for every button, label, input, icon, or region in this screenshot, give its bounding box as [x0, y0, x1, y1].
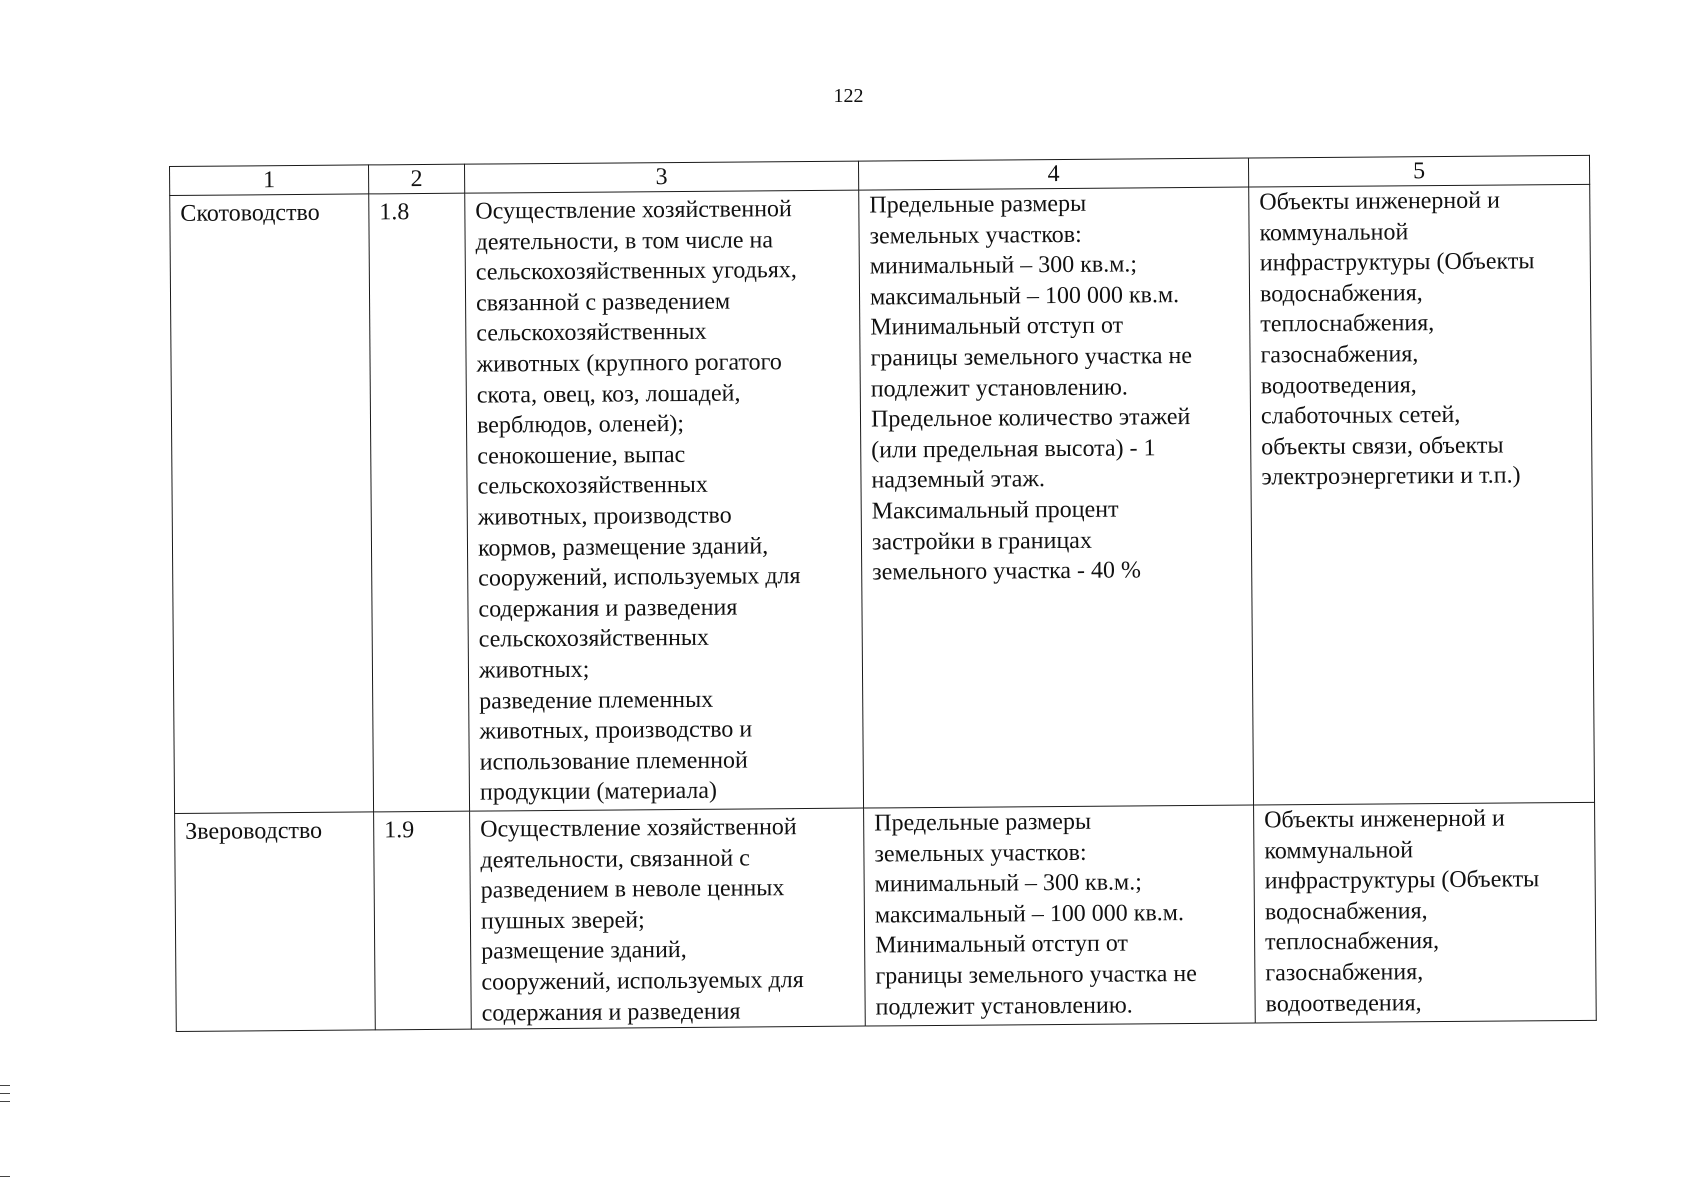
margin-mark — [0, 1101, 10, 1102]
header-cell-2: 2 — [368, 164, 464, 194]
use-code-cell: 1.9 — [374, 811, 472, 1030]
use-parameters-cell: Предельные размеры земельных участков: минимальный – 300 кв.м.; максимальный – 100 000 кв.м. Минимальный отступ от границы земельного участка не подлежит установлению. — [864, 805, 1256, 1026]
use-description-cell: Осуществление хозяйственной деятельности, связанной с разведением в неволе ценных пушных зверей; размещение зданий, сооружений, используемых для содержания и разведения — [470, 808, 866, 1029]
header-cell-3: 3 — [464, 161, 858, 193]
header-cell-4: 4 — [858, 158, 1248, 190]
margin-mark — [0, 1176, 10, 1177]
page-number: 122 — [833, 85, 864, 107]
header-cell-5: 5 — [1248, 155, 1589, 187]
use-description-cell: Осуществление хозяйственной деятельности, в том числе на сельскохозяйственных угодьях, связанной с разведением сельскохозяйственных животных (крупного рогатого скота, овец, коз, лошадей, верблюдов, оленей); сенокошение, выпас сельскохозяйственных животных, производство кормов, размещение зданий, сооружений, используемых для содержания и разведения сельскохозяйственных животных; разведение племенных животных, производство и использование племенной продукции (материала) — [465, 190, 864, 811]
use-objects-cell: Объекты инженерной и коммунальной инфраструктуры (Объекты водоснабжения, теплоснабжения, газоснабжения, водоотведения, слаботочных сетей, объекты связи, объекты электроэнергетики и т.п.) — [1249, 184, 1595, 805]
margin-mark — [0, 1093, 10, 1094]
use-objects-cell: Объекты инженерной и коммунальной инфраструктуры (Объекты водоснабжения, теплоснабжения, газоснабжения, водоотведения, — [1254, 802, 1597, 1023]
land-use-table — [169, 155, 1597, 1032]
margin-mark — [0, 1085, 10, 1086]
use-code-cell: 1.8 — [369, 193, 470, 812]
use-name-cell: Звероводство — [175, 812, 376, 1032]
use-parameters-cell: Предельные размеры земельных участков: минимальный – 300 кв.м.; максимальный – 100 000 кв.м. Минимальный отступ от границы земельного участка не подлежит установлению. Предельное количество этажей (или предельная высота) - 1 надземный этаж. Максимальный процент застройки в границах земельного участка - 40 % — [859, 187, 1254, 808]
table-row — [170, 184, 1595, 813]
use-name-cell: Скотоводство — [170, 194, 374, 814]
header-cell-1: 1 — [170, 165, 369, 196]
table-row — [175, 802, 1597, 1031]
